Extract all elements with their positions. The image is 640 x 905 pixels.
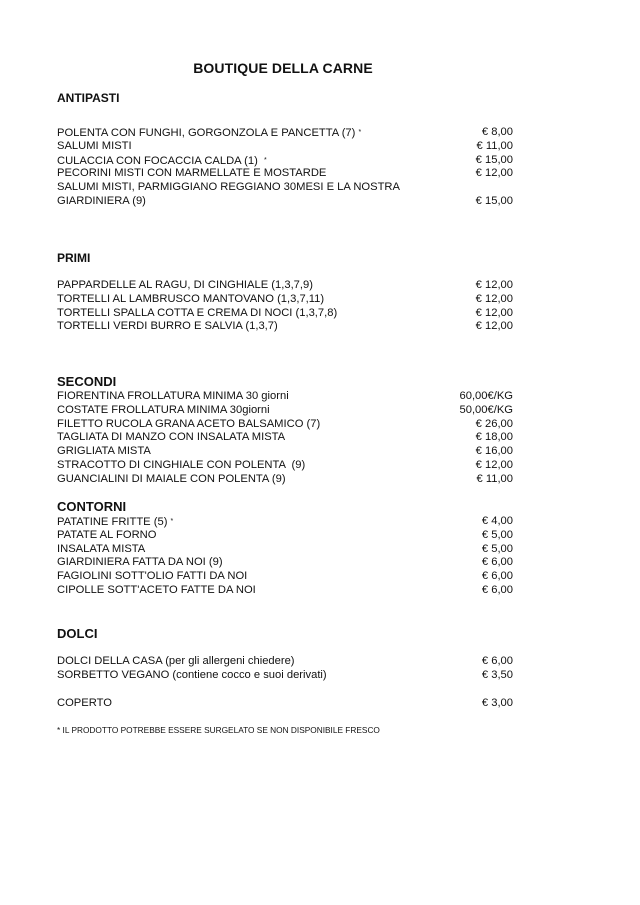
- item-price: € 6,00: [481, 570, 513, 583]
- menu-item: [57, 418, 513, 432]
- item-name: STRACOTTO DI CINGHIALE CON POLENTA (9): [57, 458, 306, 471]
- item-list: [57, 515, 513, 598]
- item-name: GIARDINIERA FATTA DA NOI (9): [57, 556, 223, 569]
- section-antipasti: [57, 91, 513, 209]
- menu-item: [57, 697, 513, 711]
- item-name: POLENTA CON FUNGHI, GORGONZOLA E PANCETTA (7) *: [57, 127, 362, 139]
- item-name: FIORENTINA FROLLATURA MINIMA 30 giorni: [57, 390, 289, 402]
- item-price: € 6,00: [481, 583, 513, 596]
- item-name: PECORINI MISTI CON MARMELLATE E MOSTARDE: [57, 167, 327, 180]
- item-name: SALUMI MISTI: [57, 139, 132, 152]
- item-list: [57, 126, 513, 209]
- menu-item: [57, 320, 513, 334]
- menu-item: [57, 293, 513, 307]
- menu-item: [57, 167, 513, 181]
- item-list: [57, 655, 513, 683]
- section-primi: [57, 251, 513, 334]
- item-price: € 12,00: [475, 458, 513, 471]
- item-price: € 11,00: [476, 139, 513, 152]
- item-name: SALUMI MISTI, PARMIGGIANO REGGIANO 30MESI E LA NOSTRA GIARDINIERA (9): [57, 181, 400, 207]
- menu-item: [57, 515, 513, 529]
- item-price: € 5,00: [481, 528, 513, 541]
- menu-item: [57, 140, 513, 154]
- section-heading: DOLCI: [57, 626, 98, 641]
- item-price: € 8,00: [481, 126, 513, 138]
- section-heading: SECONDI: [57, 374, 117, 389]
- item-name: CULACCIA CON FOCACCIA CALDA (1) *: [57, 154, 267, 167]
- frozen-mark: *: [358, 129, 362, 136]
- item-name: PATATE AL FORNO: [57, 528, 157, 541]
- item-price: € 26,00: [475, 417, 513, 430]
- item-price: € 6,00: [481, 655, 513, 667]
- item-name: CIPOLLE SOTT'ACETO FATTE DA NOI: [57, 583, 256, 596]
- item-list: [57, 390, 513, 487]
- item-price: € 16,00: [475, 445, 513, 458]
- item-price: € 11,00: [476, 472, 513, 485]
- section-dolci: [57, 627, 513, 683]
- menu-item: [57, 543, 513, 557]
- item-name: COSTATE FROLLATURA MINIMA 30giorni: [57, 403, 270, 416]
- section-contorni: [57, 500, 513, 598]
- frozen-mark: *: [170, 518, 174, 525]
- menu-item: [57, 556, 513, 570]
- item-price: € 12,00: [475, 306, 513, 319]
- item-name: PAPPARDELLE AL RAGU, DI CINGHIALE (1,3,7,9): [57, 279, 313, 291]
- item-name: TORTELLI VERDI BURRO E SALVIA (1,3,7): [57, 320, 278, 333]
- menu-item: [57, 126, 513, 140]
- section-heading: PRIMI: [57, 251, 91, 265]
- section-heading: ANTIPASTI: [57, 91, 120, 105]
- menu-item: [57, 181, 513, 209]
- item-price: € 5,00: [481, 542, 513, 555]
- item-price: € 15,00: [475, 194, 513, 207]
- item-name: SORBETTO VEGANO (contiene cocco e suoi derivati): [57, 668, 327, 681]
- item-name: GRIGLIATA MISTA: [57, 445, 151, 458]
- item-name: PATATINE FRITTE (5) *: [57, 516, 174, 528]
- item-name: DOLCI DELLA CASA (per gli allergeni chiedere): [57, 655, 295, 667]
- menu-item: [57, 669, 513, 683]
- item-name: TORTELLI SPALLA COTTA E CREMA DI NOCI (1,3,7,8): [57, 306, 338, 319]
- item-price: € 12,00: [475, 320, 513, 333]
- section-secondi: [57, 375, 513, 487]
- menu-item: [57, 473, 513, 487]
- menu-item: [57, 459, 513, 473]
- item-name: FAGIOLINI SOTT'OLIO FATTI DA NOI: [57, 570, 248, 583]
- frozen-mark: *: [264, 156, 267, 164]
- footnote: * IL PRODOTTO POTREBBE ESSERE SURGELATO SE NON DISPONIBILE FRESCO: [57, 725, 380, 735]
- menu-item: [57, 307, 513, 321]
- item-price: € 15,00: [475, 153, 513, 166]
- menu-item: [57, 279, 513, 293]
- item-price: 60,00€/KG: [459, 390, 513, 402]
- menu-item: [57, 529, 513, 543]
- page-title: BOUTIQUE DELLA CARNE: [193, 60, 373, 76]
- menu-item: [57, 445, 513, 459]
- item-price: € 12,00: [475, 167, 513, 180]
- menu-item: [57, 404, 513, 418]
- item-name: TORTELLI AL LAMBRUSCO MANTOVANO (1,3,7,11): [57, 292, 325, 305]
- item-price: 50,00€/KG: [459, 403, 513, 416]
- item-name: TAGLIATA DI MANZO CON INSALATA MISTA: [57, 431, 286, 444]
- menu-item: [57, 655, 513, 669]
- item-list: [57, 279, 513, 334]
- cover-charge: [57, 697, 513, 711]
- cover-label: COPERTO: [57, 697, 112, 709]
- menu-item: [57, 154, 513, 168]
- item-name: FILETTO RUCOLA GRANA ACETO BALSAMICO (7): [57, 417, 321, 430]
- item-name: INSALATA MISTA: [57, 542, 146, 555]
- cover-price: € 3,00: [481, 697, 513, 709]
- item-name: GUANCIALINI DI MAIALE CON POLENTA (9): [57, 472, 286, 485]
- item-price: € 12,00: [475, 292, 513, 305]
- menu-item: [57, 390, 513, 404]
- item-price: € 6,00: [481, 556, 513, 569]
- item-price: € 3,50: [481, 668, 513, 681]
- item-price: € 18,00: [475, 431, 513, 444]
- item-price: € 4,00: [481, 515, 513, 527]
- item-price: € 12,00: [475, 279, 513, 291]
- menu-item: [57, 431, 513, 445]
- menu-item: [57, 584, 513, 598]
- section-heading: CONTORNI: [57, 499, 127, 514]
- menu-item: [57, 570, 513, 584]
